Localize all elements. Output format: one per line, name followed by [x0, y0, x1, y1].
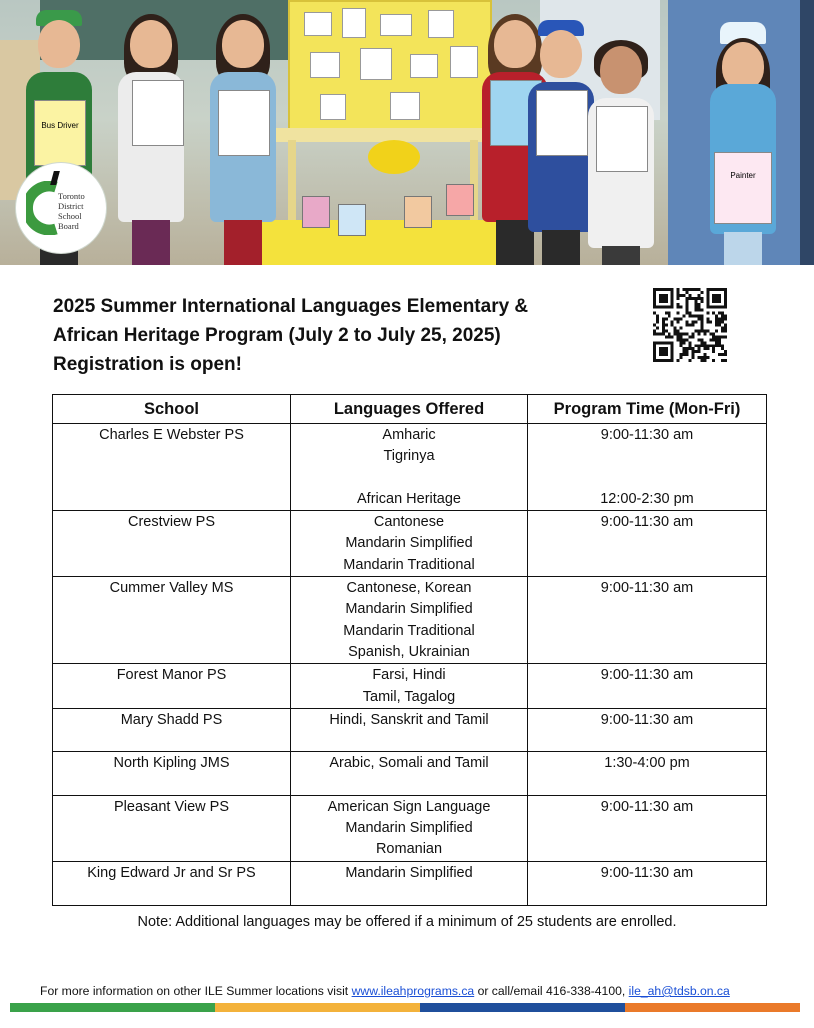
child-legs	[602, 246, 640, 265]
flower-basket	[368, 140, 420, 174]
school-name: Pleasant View PS	[114, 798, 229, 815]
logo-line: Toronto	[58, 191, 85, 201]
child-figure	[202, 20, 282, 265]
display-poster	[288, 0, 492, 134]
table-row	[53, 708, 767, 751]
title-line-2: African Heritage Program (July 2 to July 25, 2025)	[53, 325, 501, 346]
child-head	[130, 20, 172, 68]
program-time	[528, 468, 766, 489]
program-time-cell	[528, 424, 767, 511]
languages-cell	[291, 795, 528, 861]
child-head	[222, 20, 264, 68]
role-sign	[132, 80, 184, 146]
language-line: Tamil, Tagalog	[362, 688, 456, 705]
school-cell	[53, 577, 291, 664]
footer-prefix: For more information on other ILE Summer locations visit	[40, 984, 352, 998]
table-row	[53, 861, 767, 905]
program-time: 9:00-11:30 am	[600, 427, 694, 443]
footer-stripe-green	[10, 1003, 215, 1012]
child-head	[38, 20, 80, 68]
table-row	[53, 424, 767, 511]
language-line: Mandarin Simplified	[345, 601, 473, 618]
child-head	[722, 42, 764, 90]
footer-middle: or call/email 416-338-4100,	[474, 984, 629, 998]
language-line: Romanian	[375, 841, 443, 858]
footer-stripe-yellow	[215, 1003, 420, 1012]
school-name: Crestview PS	[127, 514, 216, 531]
school-cell	[53, 751, 291, 795]
table-row	[53, 511, 767, 577]
program-time-cell	[528, 577, 767, 664]
language-line: Cantonese, Korean	[346, 580, 472, 597]
book	[446, 184, 474, 216]
school-name: Charles E Webster PS	[99, 427, 244, 443]
program-time: 9:00-11:30 am	[600, 864, 694, 881]
language-line: Mandarin Simplified	[345, 864, 473, 881]
program-time-cell	[528, 708, 767, 751]
language-line: Spanish, Ukrainian	[348, 643, 470, 660]
program-time-cell	[528, 751, 767, 795]
table-header-row	[53, 395, 767, 424]
title-line-1: 2025 Summer International Languages Elementary &	[53, 296, 529, 317]
program-time: 9:00-11:30 am	[600, 711, 694, 728]
column-header-school: School	[53, 395, 291, 424]
school-name: North Kipling JMS	[113, 754, 230, 771]
school-cell	[53, 664, 291, 709]
display-table	[272, 128, 482, 142]
website-link[interactable]: www.ileahprograms.ca	[351, 984, 475, 998]
footer-stripe-blue	[420, 1003, 625, 1012]
program-time-cell	[528, 664, 767, 709]
school-cell	[53, 708, 291, 751]
child-legs	[542, 230, 580, 265]
logo-text	[58, 191, 104, 231]
language-line: Mandarin Simplified	[345, 535, 473, 552]
hero-photo	[0, 0, 814, 265]
book	[404, 196, 432, 228]
child-figure	[580, 46, 660, 265]
child-legs	[724, 232, 762, 265]
role-sign	[218, 90, 270, 156]
language-line: Mandarin Traditional	[343, 622, 475, 639]
language-line: Arabic, Somali and Tamil	[329, 754, 489, 771]
logo-line: Board	[58, 221, 79, 231]
school-cell	[53, 795, 291, 861]
child-figure	[110, 20, 190, 265]
footer-info	[40, 984, 730, 998]
language-line: African Heritage	[357, 490, 461, 507]
page-title	[53, 292, 633, 379]
child-head	[540, 30, 582, 78]
program-time-cell	[528, 511, 767, 577]
table-row	[53, 664, 767, 709]
languages-cell	[291, 424, 528, 511]
school-cell	[53, 424, 291, 511]
program-time: 9:00-11:30 am	[600, 580, 694, 597]
school-name: Mary Shadd PS	[120, 711, 223, 728]
role-sign	[596, 106, 648, 172]
program-table	[52, 394, 767, 906]
program-time: 9:00-11:30 am	[600, 798, 694, 815]
child-head	[600, 46, 642, 94]
role-sign	[714, 152, 772, 224]
program-time: 9:00-11:30 am	[600, 514, 694, 531]
qr-code-icon[interactable]	[647, 282, 733, 368]
table-row	[53, 795, 767, 861]
school-name: Forest Manor PS	[116, 667, 227, 684]
child-legs	[224, 220, 262, 265]
languages-cell	[291, 751, 528, 795]
language-line: American Sign Language	[327, 798, 491, 815]
program-time: 1:30-4:00 pm	[604, 754, 690, 771]
program-time-cell	[528, 795, 767, 861]
footer-stripe-orange	[625, 1003, 800, 1012]
program-time	[528, 446, 766, 467]
logo-line: School	[58, 211, 82, 221]
languages-cell	[291, 511, 528, 577]
language-line: Hindi, Sanskrit and Tamil	[329, 711, 489, 728]
language-line: Mandarin Traditional	[343, 556, 475, 573]
languages-cell	[291, 861, 528, 905]
language-line: Mandarin Simplified	[345, 820, 473, 837]
child-legs	[132, 220, 170, 265]
book	[302, 196, 330, 228]
logo-line: District	[58, 201, 84, 211]
tdsb-logo	[16, 163, 106, 253]
door-frame	[800, 0, 814, 265]
sign-text: Painter	[730, 171, 756, 180]
program-time: 9:00-11:30 am	[600, 667, 694, 684]
role-sign	[34, 100, 86, 166]
note-text: Note: Additional languages may be offered if a minimum of 25 students are enrolled.	[137, 914, 677, 930]
school-cell	[53, 511, 291, 577]
language-line: Cantonese	[373, 514, 445, 531]
school-cell	[53, 861, 291, 905]
school-name: Cummer Valley MS	[109, 580, 234, 597]
languages-cell	[291, 577, 528, 664]
table-row	[53, 751, 767, 795]
languages-cell	[291, 664, 528, 709]
column-header-program-time: Program Time (Mon-Fri)	[528, 395, 767, 424]
language-line: Farsi, Hindi	[372, 667, 446, 684]
title-line-3: Registration is open!	[53, 354, 242, 375]
table-row	[53, 577, 767, 664]
sign-text: Bus Driver	[41, 121, 79, 130]
language-line	[291, 468, 527, 489]
column-header-languages: Languages Offered	[291, 395, 528, 424]
language-line: Tigrinya	[383, 448, 435, 465]
languages-cell	[291, 708, 528, 751]
language-line: Amharic	[382, 427, 436, 443]
email-link[interactable]: ile_ah@tdsb.on.ca	[628, 984, 730, 998]
book	[338, 204, 366, 236]
school-name: King Edward Jr and Sr PS	[87, 864, 256, 881]
child-figure	[702, 32, 782, 265]
program-time: 12:00-2:30 pm	[600, 490, 694, 507]
program-time-cell	[528, 861, 767, 905]
